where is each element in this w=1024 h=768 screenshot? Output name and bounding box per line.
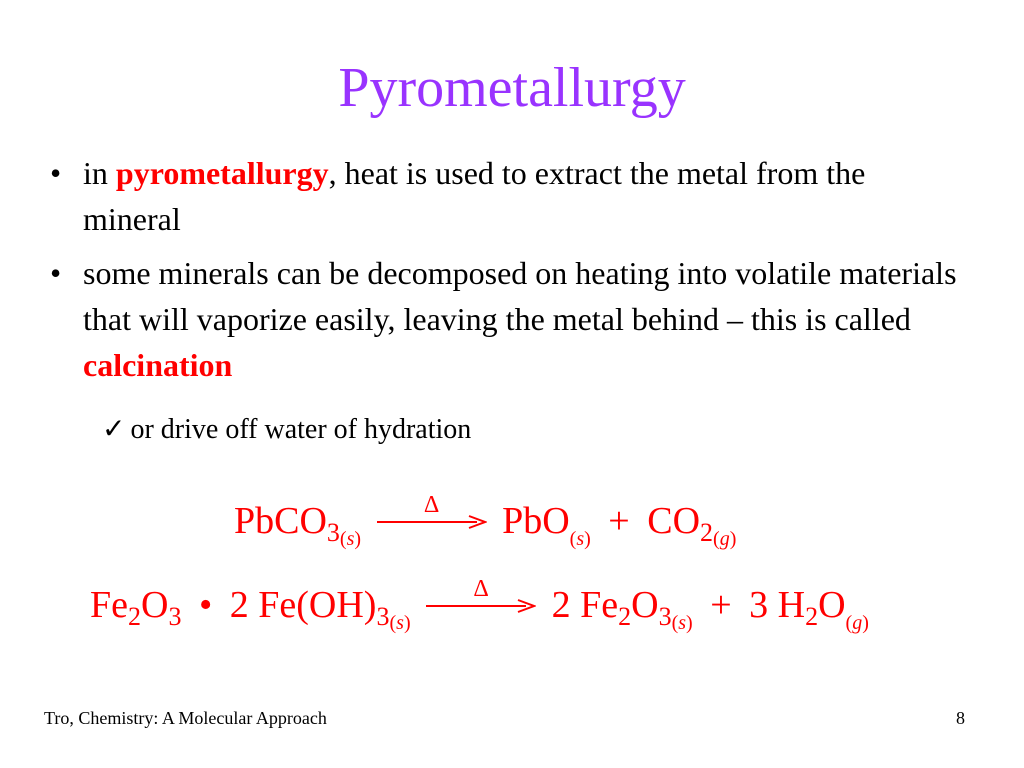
formula-product: PbO	[502, 500, 570, 542]
formula-reactant: Fe	[90, 584, 128, 626]
bullet-item-pyrometallurgy	[50, 150, 970, 242]
reaction-arrow-icon	[377, 492, 487, 546]
state-label: (g)	[845, 612, 869, 634]
equation-iron-oxide	[90, 576, 869, 636]
formula-product: H	[777, 584, 806, 626]
bullet-item-calcination	[50, 250, 970, 388]
reaction-arrow-icon	[426, 576, 536, 630]
formula-product: O	[818, 584, 846, 626]
footer-source: Tro, Chemistry: A Molecular Approach	[44, 708, 327, 728]
equation-lead-carbonate	[234, 492, 737, 552]
subscript: 3	[326, 518, 340, 547]
term-pyrometallurgy: pyrometallurgy	[115, 155, 329, 191]
sub-bullet-hydration	[102, 410, 471, 450]
bullet-dot-icon: •	[50, 255, 62, 291]
formula-reactant: O	[141, 584, 169, 626]
subscript: 2	[805, 602, 819, 631]
heat-symbol: Δ	[423, 492, 440, 518]
page-number: 8	[956, 708, 965, 728]
checkmark-icon: ✓	[102, 414, 126, 445]
state-label: (s)	[389, 612, 411, 634]
bullet-prefix: in	[83, 155, 116, 191]
hydrate-dot: •	[198, 584, 213, 626]
state-label: (s)	[569, 528, 591, 550]
formula-product: O	[631, 584, 659, 626]
bullet-text: , heat is used to extract the metal from the mineral	[83, 155, 866, 237]
plus-sign: +	[608, 500, 630, 542]
state-label: (g)	[713, 528, 737, 550]
coefficient: 3	[749, 584, 769, 626]
bullet-text: some minerals can be decomposed on heating into volatile materials that will vaporize easily, leaving the metal behind – this is called	[83, 255, 957, 337]
formula-reactant: PbCO	[234, 500, 327, 542]
subscript: 3	[376, 602, 390, 631]
subscript: 2	[700, 518, 714, 547]
subscript: 2	[128, 602, 141, 631]
sub-bullet-text: or drive off water of hydration	[130, 414, 472, 445]
formula-reactant: Fe(OH)	[258, 584, 377, 626]
plus-sign: +	[710, 584, 732, 626]
coefficient: 2	[229, 584, 249, 626]
subscript: 3	[658, 602, 672, 631]
term-calcination: calcination	[83, 347, 233, 383]
state-label: (s)	[339, 528, 362, 550]
formula-product: CO	[647, 500, 701, 542]
subscript: 3	[168, 602, 182, 631]
formula-product: Fe	[580, 584, 619, 626]
slide-title: Pyrometallurgy	[338, 57, 686, 119]
coefficient: 2	[551, 584, 571, 626]
heat-symbol: Δ	[473, 576, 489, 602]
state-label: (s)	[671, 612, 693, 634]
bullet-dot-icon: •	[50, 155, 62, 191]
subscript: 2	[618, 602, 632, 631]
bullet-list	[50, 150, 970, 396]
